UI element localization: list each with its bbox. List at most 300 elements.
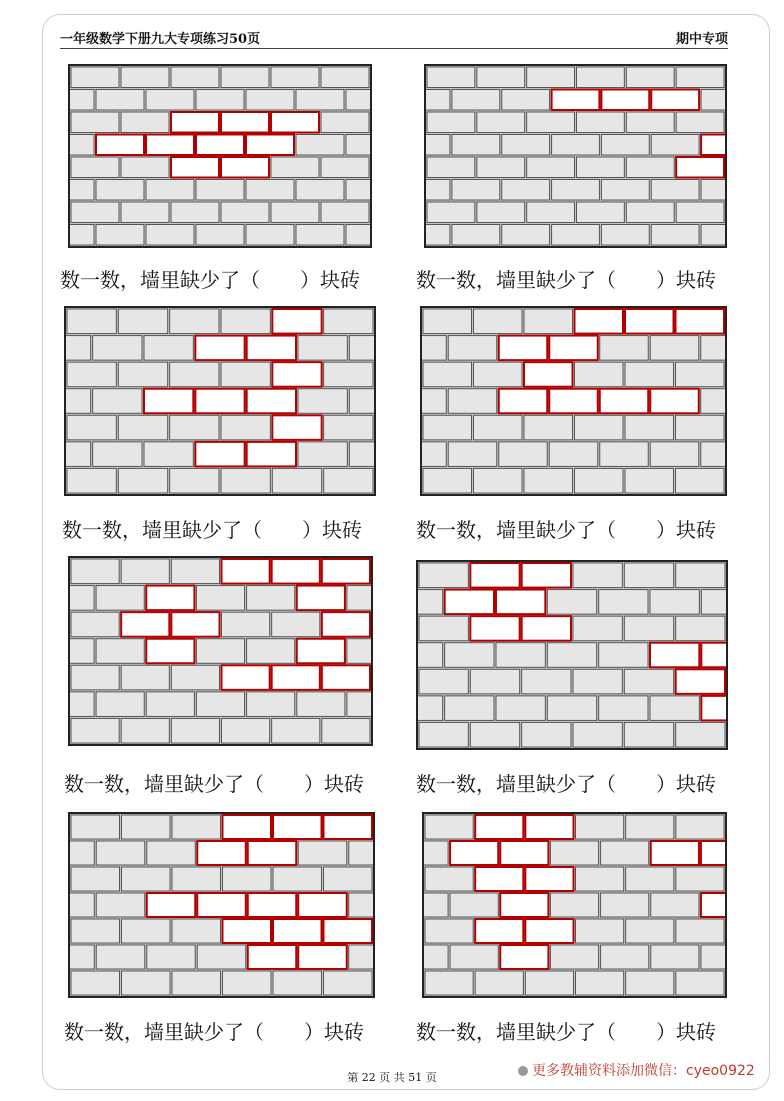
brick [575,415,624,440]
missing-brick [475,867,523,891]
brick [96,225,144,246]
brick-wall-svg [426,66,725,246]
brick [527,157,575,178]
brick [422,336,446,361]
brick [651,893,699,917]
missing-brick [676,157,724,178]
brick [346,90,370,111]
question-3: 数一数，墙里缺少了（ ）块砖 [62,518,362,542]
brick [296,135,344,156]
missing-brick [525,919,573,943]
brick [549,442,598,467]
missing-brick [196,135,244,156]
brick [701,590,726,615]
brick [146,692,194,717]
brick [96,841,145,865]
brick [577,202,625,223]
brick [197,945,246,969]
brick-wall-svg [70,814,373,996]
brick [525,971,573,995]
missing-brick [195,389,244,414]
missing-brick [273,815,322,839]
brick [246,180,294,201]
brick [599,696,648,721]
brick [422,389,446,414]
brick-wall-4 [420,306,727,496]
brick [96,893,145,917]
brick [172,815,221,839]
missing-brick [195,442,244,467]
question-4: 数一数，墙里缺少了（ ）块砖 [416,518,716,542]
brick [676,867,724,891]
brick [196,90,244,111]
brick [324,362,373,387]
missing-brick [475,919,523,943]
brick [96,945,145,969]
brick [477,67,525,88]
brick [424,893,448,917]
brick [474,309,523,334]
brick [71,202,119,223]
missing-brick [625,309,674,334]
brick [121,559,169,584]
brick [271,157,319,178]
missing-brick [651,90,699,111]
brick [70,893,94,917]
brick [196,692,244,717]
brick [426,135,450,156]
brick [547,590,596,615]
brick [576,815,624,839]
brick [70,692,94,717]
brick [475,971,523,995]
brick [122,919,171,943]
brick [324,309,373,334]
watermark [518,1060,755,1080]
brick [121,112,169,133]
brick [298,841,347,865]
brick [676,202,724,223]
brick [322,718,370,743]
brick [445,696,494,721]
brick [522,722,571,747]
missing-brick [223,815,272,839]
brick [474,362,523,387]
brick [527,112,575,133]
brick [474,468,523,493]
brick [676,67,724,88]
brick [650,696,699,721]
brick [147,945,196,969]
brick [601,180,649,201]
brick [146,90,194,111]
brick [450,893,498,917]
brick [496,643,545,668]
brick [71,67,119,88]
missing-brick [650,643,699,668]
brick [419,722,468,747]
brick [70,841,94,865]
brick [445,643,494,668]
brick [452,135,500,156]
brick [624,563,673,588]
brick [577,112,625,133]
brick [624,722,673,747]
brick [121,157,169,178]
brick [448,442,497,467]
brick [423,309,472,334]
brick [71,718,119,743]
brick [349,336,374,361]
brick [70,135,94,156]
brick [448,389,497,414]
missing-brick [221,112,269,133]
brick [625,415,674,440]
missing-brick [500,841,548,865]
brick [550,893,598,917]
brick [626,112,674,133]
brick [650,336,699,361]
brick [419,616,468,641]
section-label: 期中专项 [675,32,728,47]
brick [552,180,600,201]
brick [427,112,475,133]
missing-brick [522,616,571,641]
brick [502,225,550,246]
brick [121,718,169,743]
brick [247,639,295,664]
brick [502,90,550,111]
brick [172,867,221,891]
missing-brick [450,841,498,865]
brick [701,225,725,246]
brick [626,919,674,943]
brick-wall-1 [68,64,372,248]
brick [324,415,373,440]
missing-brick [701,893,725,917]
brick [298,336,347,361]
brick [601,135,649,156]
brick [423,468,472,493]
brick [70,225,94,246]
missing-brick [701,643,726,668]
missing-brick [549,389,598,414]
missing-brick [271,112,319,133]
brick [67,362,116,387]
missing-brick [676,669,725,694]
brick [470,669,519,694]
brick [625,362,674,387]
brick [650,442,699,467]
missing-brick [248,841,297,865]
missing-brick [272,309,321,334]
missing-brick [197,841,246,865]
brick [71,815,120,839]
brick [221,362,270,387]
missing-brick [499,336,548,361]
brick [347,586,371,611]
brick [271,202,319,223]
missing-brick [601,90,649,111]
brick [527,202,575,223]
missing-brick [475,815,523,839]
brick [651,180,699,201]
brick [701,336,725,361]
missing-brick [147,893,196,917]
brick-wall-svg [70,66,370,246]
missing-brick [297,639,345,664]
brick-wall-svg [418,562,726,748]
missing-brick [195,336,244,361]
brick [118,309,167,334]
brick [701,180,725,201]
page-header [60,26,728,49]
brick-wall-3 [64,306,376,496]
brick-wall-8 [422,812,727,998]
brick [625,468,674,493]
brick [502,135,550,156]
brick [172,971,221,995]
brick [496,696,545,721]
missing-brick [445,590,494,615]
brick [146,225,194,246]
brick [349,442,374,467]
brick [676,112,724,133]
brick [221,67,269,88]
brick [272,468,321,493]
brick [626,867,674,891]
brick [452,90,500,111]
brick [676,468,725,493]
brick [122,971,171,995]
missing-brick [171,612,219,637]
missing-brick [701,696,726,721]
brick [426,225,450,246]
brick [651,945,699,969]
missing-brick [222,559,270,584]
brick [427,157,475,178]
brick-wall-svg [422,308,725,494]
brick [626,971,674,995]
brick [93,336,142,361]
brick [422,442,446,467]
missing-brick [146,135,194,156]
brick [324,971,373,995]
brick [676,616,725,641]
brick [321,157,369,178]
missing-brick [650,389,699,414]
question-5: 数一数，墙里缺少了（ ）块砖 [64,772,364,796]
brick [624,616,673,641]
brick [425,815,473,839]
brick [502,180,550,201]
brick [573,616,622,641]
brick [273,867,322,891]
brick-wall-6 [416,560,728,750]
missing-brick [322,612,370,637]
missing-brick [246,135,294,156]
missing-brick [524,362,573,387]
question-7: 数一数，墙里缺少了（ ）块砖 [64,1020,364,1044]
brick [575,468,624,493]
brick [121,665,169,690]
brick [118,415,167,440]
missing-brick [272,415,321,440]
missing-brick [470,563,519,588]
missing-brick [676,309,725,334]
brick [573,669,622,694]
brick [170,468,219,493]
brick [70,945,94,969]
missing-brick [171,112,219,133]
missing-brick [525,815,573,839]
brick [676,919,724,943]
brick [246,90,294,111]
brick [550,841,598,865]
brick [347,639,371,664]
brick [424,841,448,865]
brick [626,815,674,839]
missing-brick [272,559,320,584]
brick [170,309,219,334]
brick [470,722,519,747]
brick [423,415,472,440]
missing-brick [247,442,296,467]
brick [577,67,625,88]
brick [527,67,575,88]
missing-brick [248,945,297,969]
brick [427,67,475,88]
page-number: 第 22 页 共 51 页 [347,1071,437,1084]
missing-brick [552,90,600,111]
brick [321,202,369,223]
brick [71,157,119,178]
brick [196,586,244,611]
brick [71,612,119,637]
brick [419,563,468,588]
brick [552,225,600,246]
brick [223,867,272,891]
brick [70,586,94,611]
missing-brick [500,945,548,969]
question-6: 数一数，墙里缺少了（ ）块砖 [416,772,716,796]
brick [122,867,171,891]
brick [321,112,369,133]
missing-brick [701,135,725,156]
missing-brick [247,389,296,414]
brick [223,971,272,995]
brick [499,442,548,467]
brick [71,112,119,133]
brick-wall-7 [68,812,375,998]
brick [552,135,600,156]
brick [67,415,116,440]
brick [271,67,319,88]
brick [170,415,219,440]
brick [96,692,144,717]
missing-brick [146,639,194,664]
brick-wall-svg [70,558,371,744]
brick [247,586,295,611]
brick [452,180,500,201]
brick [477,157,525,178]
brick [170,362,219,387]
brick [171,665,219,690]
missing-brick [496,590,545,615]
brick [427,202,475,223]
brick [144,336,193,361]
brick [576,971,624,995]
brick [448,336,497,361]
brick [601,893,649,917]
brick [221,468,270,493]
brick [676,362,725,387]
missing-brick [272,665,320,690]
brick [547,696,596,721]
brick [676,971,724,995]
brick [676,415,725,440]
brick [96,180,144,201]
brick [118,468,167,493]
missing-brick [298,893,347,917]
brick [247,692,295,717]
missing-brick [171,157,219,178]
missing-brick [221,157,269,178]
missing-brick [248,893,297,917]
brick [346,180,370,201]
missing-brick [324,919,373,943]
missing-brick [146,586,194,611]
missing-brick [273,919,322,943]
brick [601,225,649,246]
brick [70,639,94,664]
brick [676,563,725,588]
brick [296,225,344,246]
missing-brick [522,563,571,588]
missing-brick [222,665,270,690]
missing-brick [322,559,370,584]
brick [573,563,622,588]
brick [171,67,219,88]
worksheet-title: 一年级数学下册九大专项练习50页 [60,32,261,47]
brick [573,722,622,747]
brick [96,586,144,611]
brick [477,202,525,223]
brick [349,841,373,865]
brick [599,590,648,615]
brick [651,135,699,156]
brick [71,665,119,690]
brick [576,919,624,943]
brick [349,945,373,969]
missing-brick [223,919,272,943]
brick [66,389,91,414]
brick [346,225,370,246]
brick [324,468,373,493]
brick [425,867,473,891]
missing-brick [272,362,321,387]
brick [701,442,725,467]
brick [221,309,270,334]
brick [297,692,345,717]
brick [144,442,193,467]
missing-brick [298,945,347,969]
brick [222,612,270,637]
missing-brick [549,336,598,361]
brick-wall-svg [66,308,374,494]
brick [577,157,625,178]
brick [550,945,598,969]
